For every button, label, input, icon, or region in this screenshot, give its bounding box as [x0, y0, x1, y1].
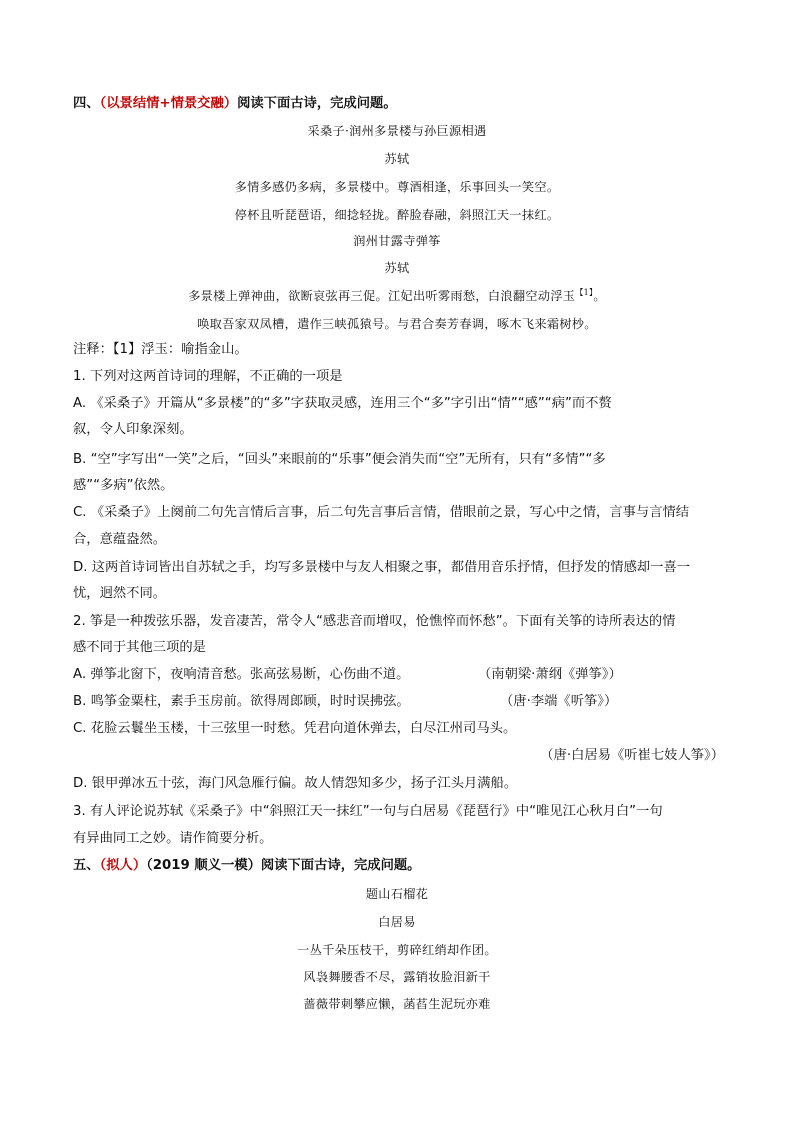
poem-1-line: 停杯且听琵琶语，细捻轻拢。醉脸春融，斜照江天一抹红。	[234, 208, 560, 222]
question-2-option-d: D. 银甲弹冰五十弦，海门风急雁行偏。故人情怨知多少，扬子江头月满船。	[73, 776, 518, 791]
question-1-option-c: C. 《采桑子》上阕前二句先言情后言事，后二句先言事后言情，借眼前之景，写心中之情，言事与言情结	[73, 505, 690, 520]
question-2-option-b: B. 鸣筝金粟柱，素手玉房前。欲得周郎顾，时时误拂弦。	[73, 694, 410, 709]
section-4-instruction: 阅读下面古诗，完成问题。	[237, 96, 397, 111]
poem-2-line-end: 。	[593, 289, 606, 303]
question-2-stem: 2. 筝是一种拨弦乐器，发音凄苦，常令人“感悲音而增叹，怆憔悴而怀愁”。下面有关筝的诗所表达的情	[73, 614, 676, 629]
section-5-instruction: 阅读下面古诗，完成问题。	[260, 858, 421, 873]
footnote-marker: 【1】	[575, 288, 594, 297]
section-4-number: 四、	[73, 96, 100, 111]
question-1-option-b: B. “空”字写出“一笑”之后，“回头”来眼前的“乐事”便会消失而“空”无所有，只有“多情”“多	[73, 452, 606, 467]
poem-3-line: 蔷薇带刺攀应懒，菡萏生泥玩亦难	[303, 997, 491, 1011]
question-3-stem-cont: 有异曲同工之妙。请作简要分析。	[73, 831, 273, 846]
question-1-option-c-cont: 合，意蕴盎然。	[73, 532, 167, 547]
question-2-option-c: C. 花脸云鬟坐玉楼，十三弦里一时愁。凭君向道休弹去，白尽江州司马头。	[73, 721, 517, 736]
poem-1-title: 采桑子·润州多景楼与孙巨源相遇	[307, 124, 487, 138]
poem-2-title: 润州甘露寺弹筝	[353, 234, 441, 248]
poem-2-line: 唤取吾家双凤槽，遣作三峡孤猿号。与君合奏芳春调，啄木飞来霜树杪。	[197, 317, 597, 331]
poem-2-line	[0, 286, 794, 306]
section-5-heading	[73, 856, 724, 876]
question-1-option-d: D. 这两首诗词皆出自苏轼之手，均写多景楼中与友人相聚之事，都借用音乐抒情，但抒发的情感却一喜一	[73, 560, 691, 575]
question-2-stem-cont: 感不同于其他三项的是	[73, 640, 206, 655]
poem-1-author: 苏轼	[384, 152, 410, 166]
section-4-tag: （以景结情+情景交融）	[99, 96, 238, 111]
section-5-number: 五、	[73, 858, 100, 873]
question-2-option-c-source: （唐·白居易《听崔七妓人筝》）	[540, 748, 724, 763]
poem-3-line: 一丛千朵压枝干，剪碎红绡却作团。	[297, 943, 497, 957]
poem-1-line: 多情多感仍多病，多景楼中。尊酒相逢，乐事回头一笑空。	[234, 180, 560, 194]
annotation-note: 注释：【1】浮玉：喻指金山。	[73, 342, 248, 357]
poem-2-line-text: 多景楼上弹神曲，欲断哀弦再三促。江妃出听雾雨愁，白浪翻空动浮玉	[188, 289, 576, 303]
question-1-stem: 1. 下列对这两首诗词的理解，不正确的一项是	[73, 369, 343, 384]
question-1-option-b-cont: 感”“多病”依然。	[73, 478, 174, 493]
question-3-stem: 3. 有人评论说苏轼《采桑子》中“斜照江天一抹红”一句与白居易《琵琶行》中“唯见江心秋月白”一句	[73, 804, 663, 819]
question-2-option-a-source: （南朝梁·萧纲《弹筝》）	[478, 667, 622, 682]
question-2-option-b-source: （唐·李端《听筝》）	[500, 694, 618, 709]
poem-3-line: 风袅舞腰香不尽，露销妆脸泪新干	[303, 970, 491, 984]
question-1-option-a-cont: 叙，令人印象深刻。	[73, 422, 193, 437]
question-2-option-a: A. 弹筝北窗下，夜响清音愁。张高弦易断，心伤曲不道。	[73, 667, 410, 682]
section-4-heading	[73, 94, 724, 114]
question-1-option-d-cont: 忧，迥然不同。	[73, 586, 167, 601]
section-5-tag: （拟人）	[99, 858, 147, 873]
question-1-option-a: A. 《采桑子》开篇从“多景楼”的“多”字获取灵感，连用三个“多”字引出“情”“感”“病”而不赘	[73, 396, 612, 411]
poem-3-title: 题山石榴花	[365, 887, 429, 901]
section-5-source: （2019 顺义一模）	[146, 858, 261, 873]
poem-2-author: 苏轼	[384, 261, 410, 275]
poem-3-author: 白居易	[378, 915, 416, 929]
